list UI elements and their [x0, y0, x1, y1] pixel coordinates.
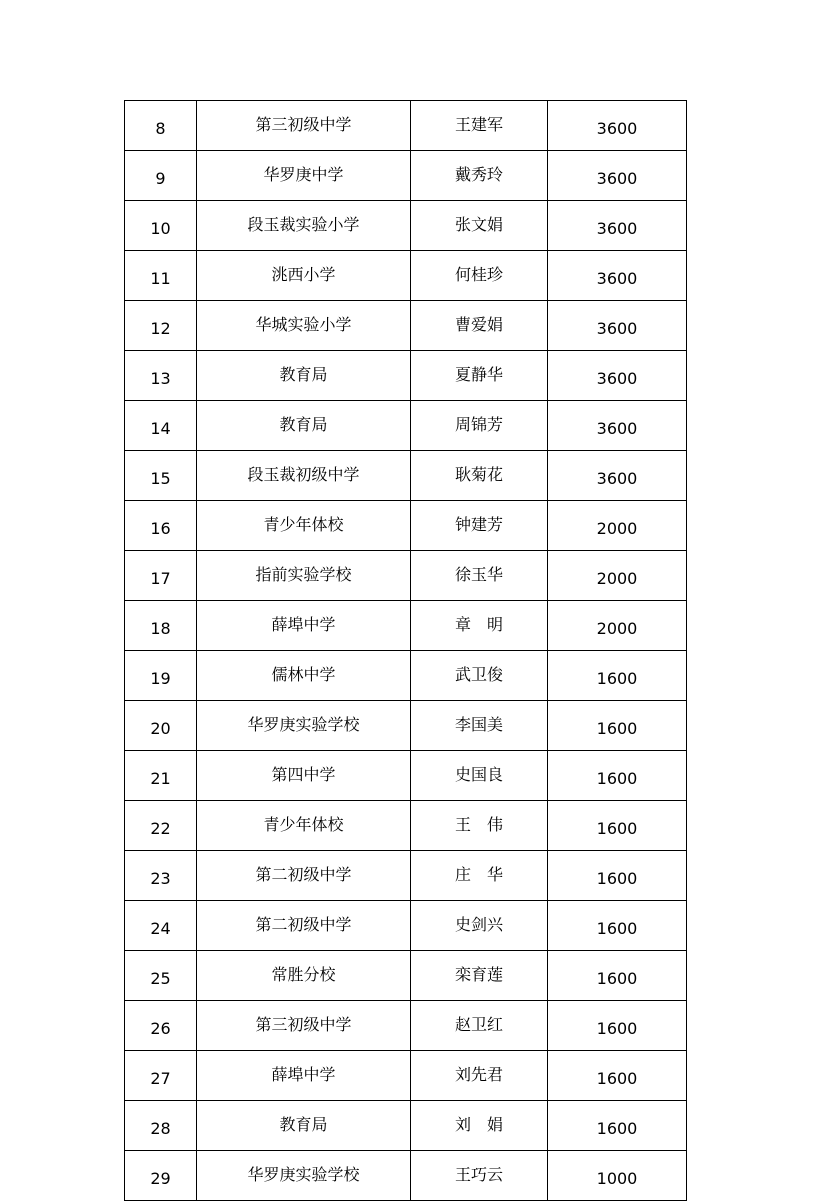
- table-row: [125, 951, 687, 1001]
- person-name-cell: 何桂珍: [411, 251, 548, 301]
- unit-cell: 第三初级中学: [197, 1001, 411, 1051]
- person-name-cell: 史剑兴: [411, 901, 548, 951]
- row-number-cell: 24: [125, 901, 197, 951]
- amount-cell: 1600: [548, 651, 687, 701]
- table-row: [125, 1001, 687, 1051]
- person-name-cell: 刘先君: [411, 1051, 548, 1101]
- person-name-cell: 赵卫红: [411, 1001, 548, 1051]
- person-name-cell: 王建军: [411, 101, 548, 151]
- table-row: [125, 801, 687, 851]
- table-row: [125, 351, 687, 401]
- amount-cell: 2000: [548, 501, 687, 551]
- row-number-cell: 8: [125, 101, 197, 151]
- amount-cell: 1600: [548, 751, 687, 801]
- unit-cell: 薛埠中学: [197, 601, 411, 651]
- table-row: [125, 251, 687, 301]
- amount-cell: 1600: [548, 801, 687, 851]
- unit-cell: 华城实验小学: [197, 301, 411, 351]
- row-number-cell: 22: [125, 801, 197, 851]
- table-row: [125, 601, 687, 651]
- table-row: [125, 1051, 687, 1101]
- amount-cell: 3600: [548, 301, 687, 351]
- amount-cell: 3600: [548, 251, 687, 301]
- person-name-cell: 史国良: [411, 751, 548, 801]
- unit-cell: 常胜分校: [197, 951, 411, 1001]
- amount-cell: 1600: [548, 701, 687, 751]
- unit-cell: 青少年体校: [197, 801, 411, 851]
- unit-cell: 儒林中学: [197, 651, 411, 701]
- table-row: [125, 751, 687, 801]
- row-number-cell: 19: [125, 651, 197, 701]
- table-row: [125, 851, 687, 901]
- unit-cell: 第二初级中学: [197, 901, 411, 951]
- table-row: [125, 501, 687, 551]
- award-table: [124, 100, 687, 1201]
- person-name-cell: 王巧云: [411, 1151, 548, 1201]
- row-number-cell: 14: [125, 401, 197, 451]
- unit-cell: 指前实验学校: [197, 551, 411, 601]
- table-row: [125, 1101, 687, 1151]
- table-row: [125, 101, 687, 151]
- amount-cell: 2000: [548, 601, 687, 651]
- row-number-cell: 21: [125, 751, 197, 801]
- person-name-cell: 庄 华: [411, 851, 548, 901]
- person-name-cell: 武卫俊: [411, 651, 548, 701]
- row-number-cell: 23: [125, 851, 197, 901]
- unit-cell: 华罗庚中学: [197, 151, 411, 201]
- row-number-cell: 17: [125, 551, 197, 601]
- unit-cell: 华罗庚实验学校: [197, 701, 411, 751]
- unit-cell: 第三初级中学: [197, 101, 411, 151]
- unit-cell: 薛埠中学: [197, 1051, 411, 1101]
- amount-cell: 1600: [548, 1101, 687, 1151]
- row-number-cell: 20: [125, 701, 197, 751]
- amount-cell: 3600: [548, 101, 687, 151]
- table-row: [125, 901, 687, 951]
- person-name-cell: 章 明: [411, 601, 548, 651]
- table-row: [125, 451, 687, 501]
- row-number-cell: 15: [125, 451, 197, 501]
- table-row: [125, 301, 687, 351]
- person-name-cell: 王 伟: [411, 801, 548, 851]
- person-name-cell: 夏静华: [411, 351, 548, 401]
- unit-cell: 教育局: [197, 1101, 411, 1151]
- table-row: [125, 151, 687, 201]
- row-number-cell: 28: [125, 1101, 197, 1151]
- person-name-cell: 徐玉华: [411, 551, 548, 601]
- amount-cell: 3600: [548, 351, 687, 401]
- row-number-cell: 13: [125, 351, 197, 401]
- row-number-cell: 27: [125, 1051, 197, 1101]
- unit-cell: 第四中学: [197, 751, 411, 801]
- table-row: [125, 201, 687, 251]
- row-number-cell: 11: [125, 251, 197, 301]
- amount-cell: 3600: [548, 401, 687, 451]
- amount-cell: 3600: [548, 151, 687, 201]
- person-name-cell: 钟建芳: [411, 501, 548, 551]
- person-name-cell: 李国美: [411, 701, 548, 751]
- person-name-cell: 周锦芳: [411, 401, 548, 451]
- row-number-cell: 10: [125, 201, 197, 251]
- row-number-cell: 16: [125, 501, 197, 551]
- row-number-cell: 29: [125, 1151, 197, 1201]
- row-number-cell: 18: [125, 601, 197, 651]
- unit-cell: 青少年体校: [197, 501, 411, 551]
- person-name-cell: 栾育莲: [411, 951, 548, 1001]
- table-row: [125, 401, 687, 451]
- person-name-cell: 刘 娟: [411, 1101, 548, 1151]
- amount-cell: 1600: [548, 851, 687, 901]
- unit-cell: 段玉裁实验小学: [197, 201, 411, 251]
- person-name-cell: 耿菊花: [411, 451, 548, 501]
- unit-cell: 教育局: [197, 351, 411, 401]
- unit-cell: 教育局: [197, 401, 411, 451]
- unit-cell: 第二初级中学: [197, 851, 411, 901]
- person-name-cell: 戴秀玲: [411, 151, 548, 201]
- table-row: [125, 1151, 687, 1201]
- amount-cell: 1600: [548, 1051, 687, 1101]
- amount-cell: 1600: [548, 951, 687, 1001]
- amount-cell: 3600: [548, 451, 687, 501]
- unit-cell: 洮西小学: [197, 251, 411, 301]
- row-number-cell: 9: [125, 151, 197, 201]
- table-row: [125, 701, 687, 751]
- table-row: [125, 551, 687, 601]
- unit-cell: 段玉裁初级中学: [197, 451, 411, 501]
- amount-cell: 1000: [548, 1151, 687, 1201]
- person-name-cell: 张文娟: [411, 201, 548, 251]
- amount-cell: 2000: [548, 551, 687, 601]
- row-number-cell: 26: [125, 1001, 197, 1051]
- row-number-cell: 12: [125, 301, 197, 351]
- amount-cell: 3600: [548, 201, 687, 251]
- table-row: [125, 651, 687, 701]
- amount-cell: 1600: [548, 1001, 687, 1051]
- award-table-body: [125, 101, 687, 1201]
- amount-cell: 1600: [548, 901, 687, 951]
- person-name-cell: 曹爱娟: [411, 301, 548, 351]
- row-number-cell: 25: [125, 951, 197, 1001]
- unit-cell: 华罗庚实验学校: [197, 1151, 411, 1201]
